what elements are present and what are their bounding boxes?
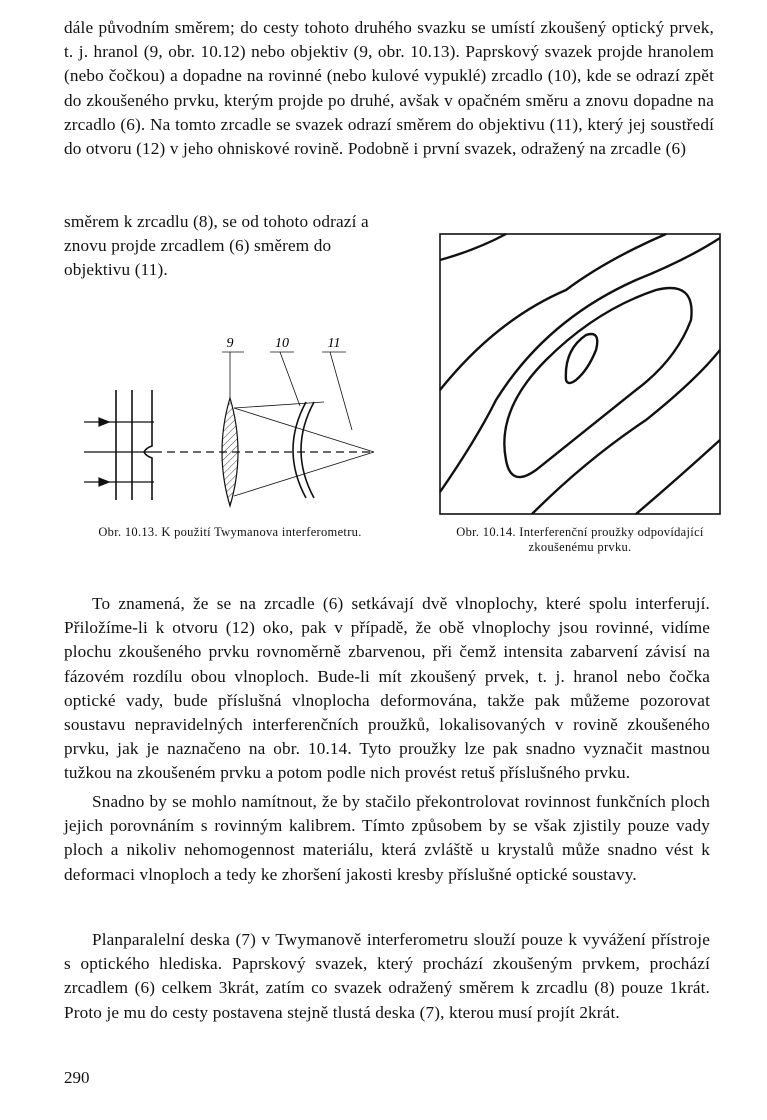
inner-fringe [566, 334, 597, 383]
test-lens [222, 398, 238, 506]
arrow-right-icon [99, 418, 109, 426]
aperture-plate [144, 390, 152, 500]
paragraph-continuation: dále původním směrem; do cesty tohoto druhého svazku se umístí zkoušený optický prvek, t. j. hranol (9, obr. 10.12) nebo objektiv (9, obr. 10.13). Paprskový svazek projde hranolem (nebo čočkou) a dopadne na rovinné (nebo kulové vypuklé) zrcadlo (10), kde se odrazí zpět do zkoušeného prvku, kterým projde po druhé, avšak v opačném směru a znovu dopadne na zrcadlo (6). Na tomto zrcadle se svazek odrazí směrem do objektivu (11), který jej soustředí do otvoru (12) v jeho ohniskové rovině. Podobně i první svazek, odražený na zrcadle (6) [64, 18, 714, 159]
paragraph: Planparalelní deska (7) v Twymanově interferometru slouží pouze k vyvážení přístroje s optického hlediska. Paprskový svazek, který prochází zkoušeným prvkem, prochází zrcadlem (6) celkem 3krát, zatím co svazek odražený směrem k zrcadlu (8) pouze 1krát. Proto je mu do cesty postavena stejně tlustá deska (7), kterou musí projít 2krát. [64, 930, 710, 1022]
curved-mirror [293, 402, 306, 498]
fringe-line [440, 238, 720, 492]
page-number: 290 [64, 1068, 90, 1087]
ray-line [234, 408, 374, 452]
figure-caption-10-13: Obr. 10.13. K použití Twymanova interferometru. [98, 525, 362, 539]
label-10: 10 [275, 336, 289, 351]
fringe-line [440, 234, 506, 260]
fringe-line [532, 350, 720, 514]
twyman-interferometer-diagram [84, 330, 404, 510]
paragraph: To znamená, že se na zrcadle (6) setkávají dvě vlnoplochy, které spolu interferují. Přiložíme-li k otvoru (12) oko, pak v případě, že obě vlnoplochy jsou rovinné, vidíme plochu zkoušeného prvku rovnoměrně zbarvenou, při čemž intensita zabarvení závisí na fázovém rozdílu obou vlnoploch. Bude-li mít zkoušený prvek, t. j. hranol nebo čočka optické vady, bude příslušná vlnoplocha deformována, takže pak můžeme pozorovat soustavu nepravidelných interferenčních proužků, lokalisovaných v rovině zkoušeného prvku, jak je naznačeno na obr. 10.14. Tyto proužky lze pak snadno vyznačit mastnou tužkou na zkoušeném prvku a potom podle nich provést retuš příslušného prvku. [64, 594, 710, 783]
paragraph-continuation-narrow: směrem k zrcadlu (8), se od tohoto odrazí a znovu projde zrcadlem (6) směrem do objektivu (11). [64, 212, 369, 280]
fringe-line [636, 440, 720, 514]
paragraph: Snadno by se mohlo namítnout, že by stačilo překontrolovat rovinnost funkčních ploch jejich porovnáním s rovinným kalibrem. Tímto způsobem by se však zjistily pouze vady ploch a nikoliv nehomogennost materiálu, která zvláště u krystalů může snadno vést k deformaci vlnoploch a tedy ke zhoršení jakosti kresby příslušné optické soustavy. [64, 792, 710, 884]
leader-line [330, 352, 352, 430]
arrow-right-icon [99, 478, 109, 486]
leader-line [280, 352, 300, 406]
label-9: 9 [226, 336, 234, 351]
ray-line [234, 452, 374, 496]
fringe-line [440, 234, 666, 390]
figure-caption-10-14: Obr. 10.14. Interferenční proužky odpovídající zkoušenému prvku. [456, 525, 704, 554]
frame [440, 234, 720, 514]
closed-fringe [504, 288, 691, 477]
interference-fringes-diagram [436, 230, 726, 520]
curved-mirror-back [301, 402, 314, 498]
label-11: 11 [327, 336, 341, 351]
